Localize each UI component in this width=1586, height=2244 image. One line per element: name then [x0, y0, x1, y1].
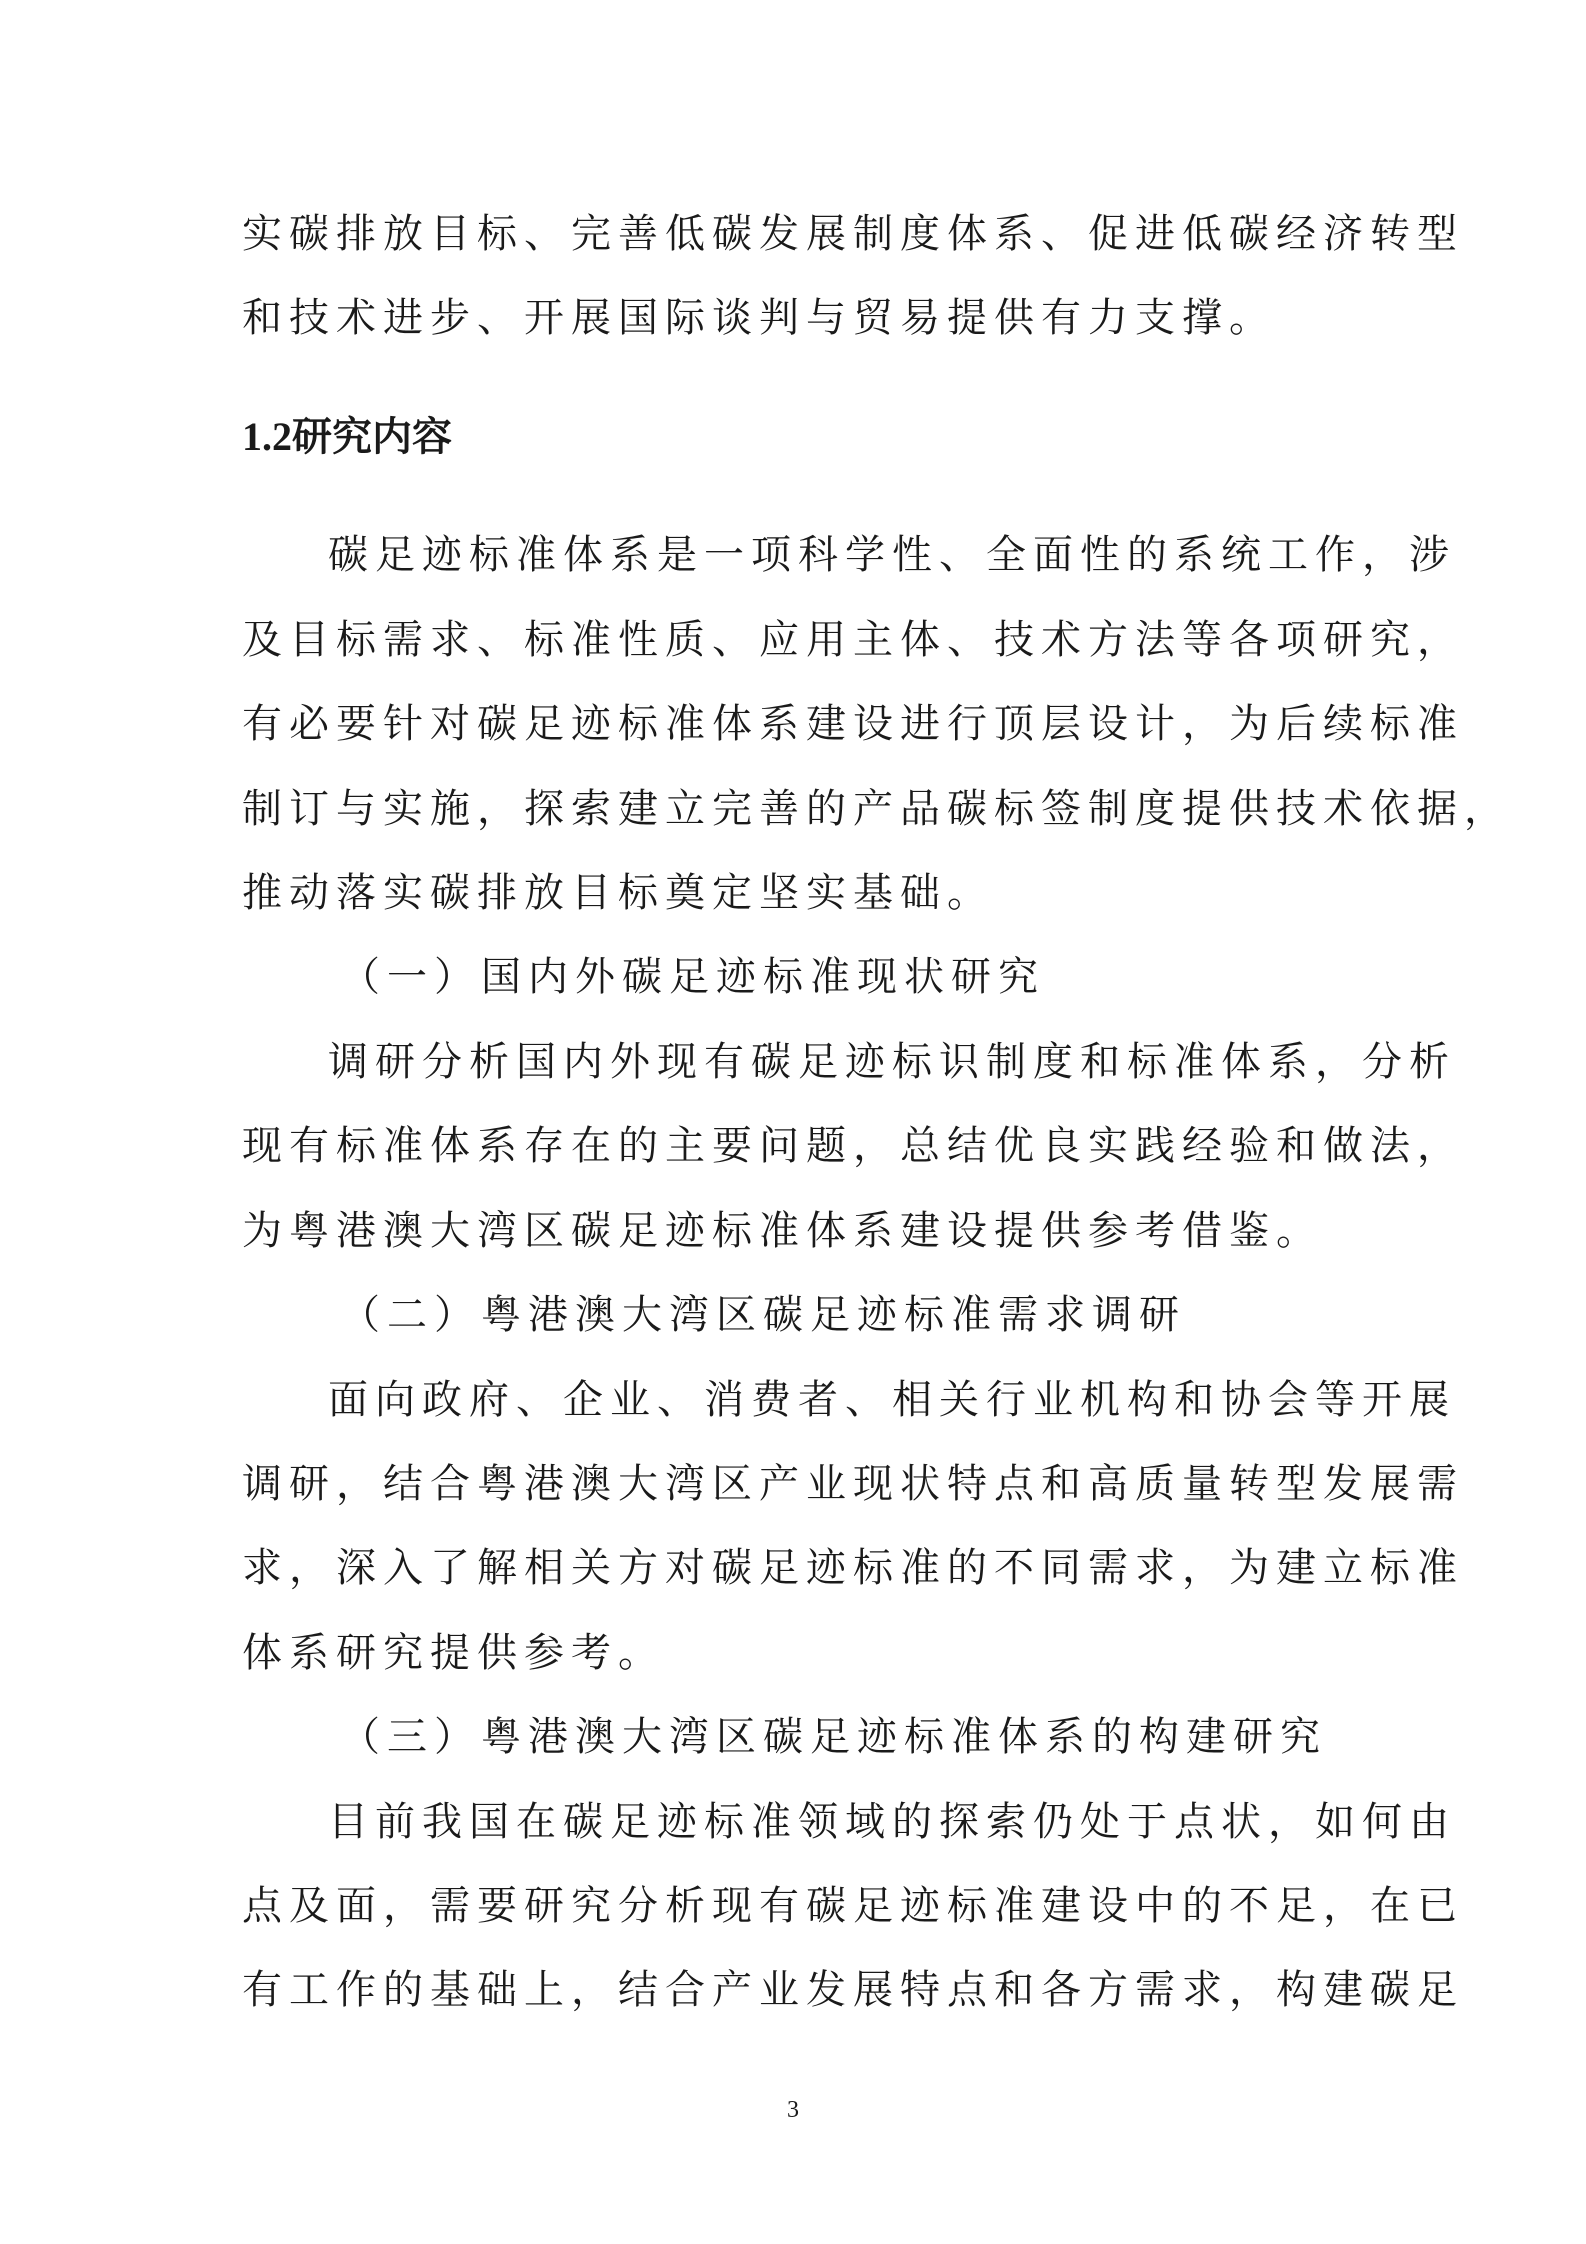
body-line: 现有标准体系存在的主要问题，总结优良实践经验和做法，: [242, 1123, 1464, 1169]
body-line: 调研分析国内外现有碳足迹标识制度和标准体系，分析: [328, 1039, 1456, 1085]
body-line: 体系研究提供参考。: [242, 1630, 665, 1676]
subsection-title: （三）粤港澳大湾区碳足迹标准体系的构建研究: [340, 1714, 1327, 1760]
section-title: 研究内容: [292, 414, 452, 460]
body-line: 求，深入了解相关方对碳足迹标准的不同需求，为建立标准: [242, 1545, 1464, 1591]
section-number: 1.2: [242, 414, 292, 459]
body-line: 碳足迹标准体系是一项科学性、全面性的系统工作，涉: [328, 532, 1456, 578]
body-line: 为粤港澳大湾区碳足迹标准体系建设提供参考借鉴。: [242, 1208, 1323, 1254]
body-line: 面向政府、企业、消费者、相关行业机构和协会等开展: [328, 1377, 1456, 1423]
body-line: 有工作的基础上，结合产业发展特点和各方需求，构建碳足: [242, 1967, 1464, 2013]
subsection-title: （一）国内外碳足迹标准现状研究: [340, 954, 1045, 1000]
subsection-title: （二）粤港澳大湾区碳足迹标准需求调研: [340, 1292, 1186, 1338]
body-line: 有必要针对碳足迹标准体系建设进行顶层设计，为后续标准: [242, 701, 1464, 747]
page-number: 3: [787, 2097, 799, 2123]
body-line: 制订与实施，探索建立完善的产品碳标签制度提供技术依据，: [242, 786, 1511, 832]
section-heading: [242, 413, 452, 461]
body-line: 调研，结合粤港澳大湾区产业现状特点和高质量转型发展需: [242, 1461, 1464, 1507]
body-line: 推动落实碳排放目标奠定坚实基础。: [242, 870, 994, 916]
body-line: 和技术进步、开展国际谈判与贸易提供有力支撑。: [242, 295, 1276, 341]
body-line: 点及面，需要研究分析现有碳足迹标准建设中的不足，在已: [242, 1883, 1464, 1929]
body-line: 目前我国在碳足迹标准领域的探索仍处于点状，如何由: [328, 1799, 1456, 1845]
body-line: 实碳排放目标、完善低碳发展制度体系、促进低碳经济转型: [242, 211, 1464, 257]
body-line: 及目标需求、标准性质、应用主体、技术方法等各项研究，: [242, 617, 1464, 663]
